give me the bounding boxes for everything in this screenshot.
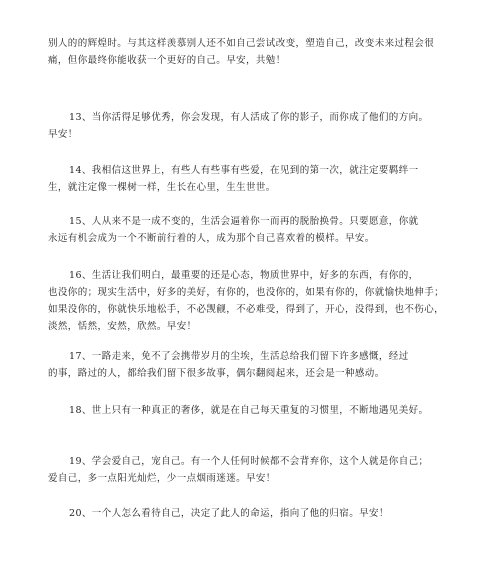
- paragraph-14: [48, 162, 452, 196]
- text-line: 痛，但你最终你能收获一个更好的自己。早安，共勉！: [48, 55, 286, 66]
- paragraph-20: [48, 505, 452, 522]
- paragraph-13: [48, 109, 452, 143]
- text-line: 早安！: [48, 129, 78, 140]
- paragraph-19: [48, 453, 452, 487]
- text-line: 15、人从来不是一成不变的，生活会逼着你一而再的脱胎换骨。只要愿意，你就: [69, 216, 419, 227]
- text-line: 如果没你的，你就快乐地松手，不必觊觎，不必难受，得到了，开心，没得到，也不伤心，: [48, 304, 445, 315]
- text-line: 永远有机会成为一个不断前行着的人，成为那个自己喜欢着的模样。早安。: [48, 233, 375, 244]
- text-line: 14、我相信这世界上，有些人有些事有些爱，在见到的第一次，就注定要羁绊一: [69, 165, 419, 176]
- text-line: 19、学会爱自己，宠自己。有一个人任何时候都不会背弃你，这个人就是你自己；: [69, 456, 429, 467]
- paragraph-15: [48, 213, 452, 247]
- paragraph-16: [48, 267, 452, 335]
- paragraph-17: [48, 348, 452, 382]
- text-line: 爱自己，多一点阳光灿烂，少一点烟雨迷迷。早安！: [48, 473, 276, 484]
- text-line: 16、生活让我们明白，最重要的还是心态，物质世界中，好多的东西，有你的，: [69, 270, 419, 281]
- text-line: 生，就注定像一棵树一样，生长在心里，生生世世。: [48, 182, 276, 193]
- text-line: 17、一路走来，免不了会携带岁月的尘埃，生活总给我们留下许多感慨，经过: [69, 351, 409, 362]
- paragraph-12-continuation: [48, 35, 452, 69]
- text-line: 20、一个人怎么看待自己，决定了此人的命运，指向了他的归宿。早安！: [69, 508, 389, 519]
- text-line: 淡然，恬然，安然，欣然。早安！: [48, 321, 197, 332]
- text-line: 13、当你活得足够优秀，你会发现，有人活成了你的影子，而你成了他们的方向。: [69, 112, 429, 123]
- text-line: 也没你的；现实生活中，好多的美好，有你的，也没你的，如果有你的，你就愉快地伸手；: [48, 287, 445, 298]
- text-line: 的事，路过的人，都给我们留下很多故事，偶尔翻阅起来，还会是一种感动。: [48, 368, 385, 379]
- paragraph-18: [48, 402, 452, 419]
- text-line: 18、世上只有一种真正的奢侈，就是在自己每天重复的习惯里，不断地遇见美好。: [69, 405, 429, 416]
- text-line: 别人的的辉煌时。与其这样羡慕别人还不如自己尝试改变，塑造自己，改变未来过程会很: [48, 38, 435, 49]
